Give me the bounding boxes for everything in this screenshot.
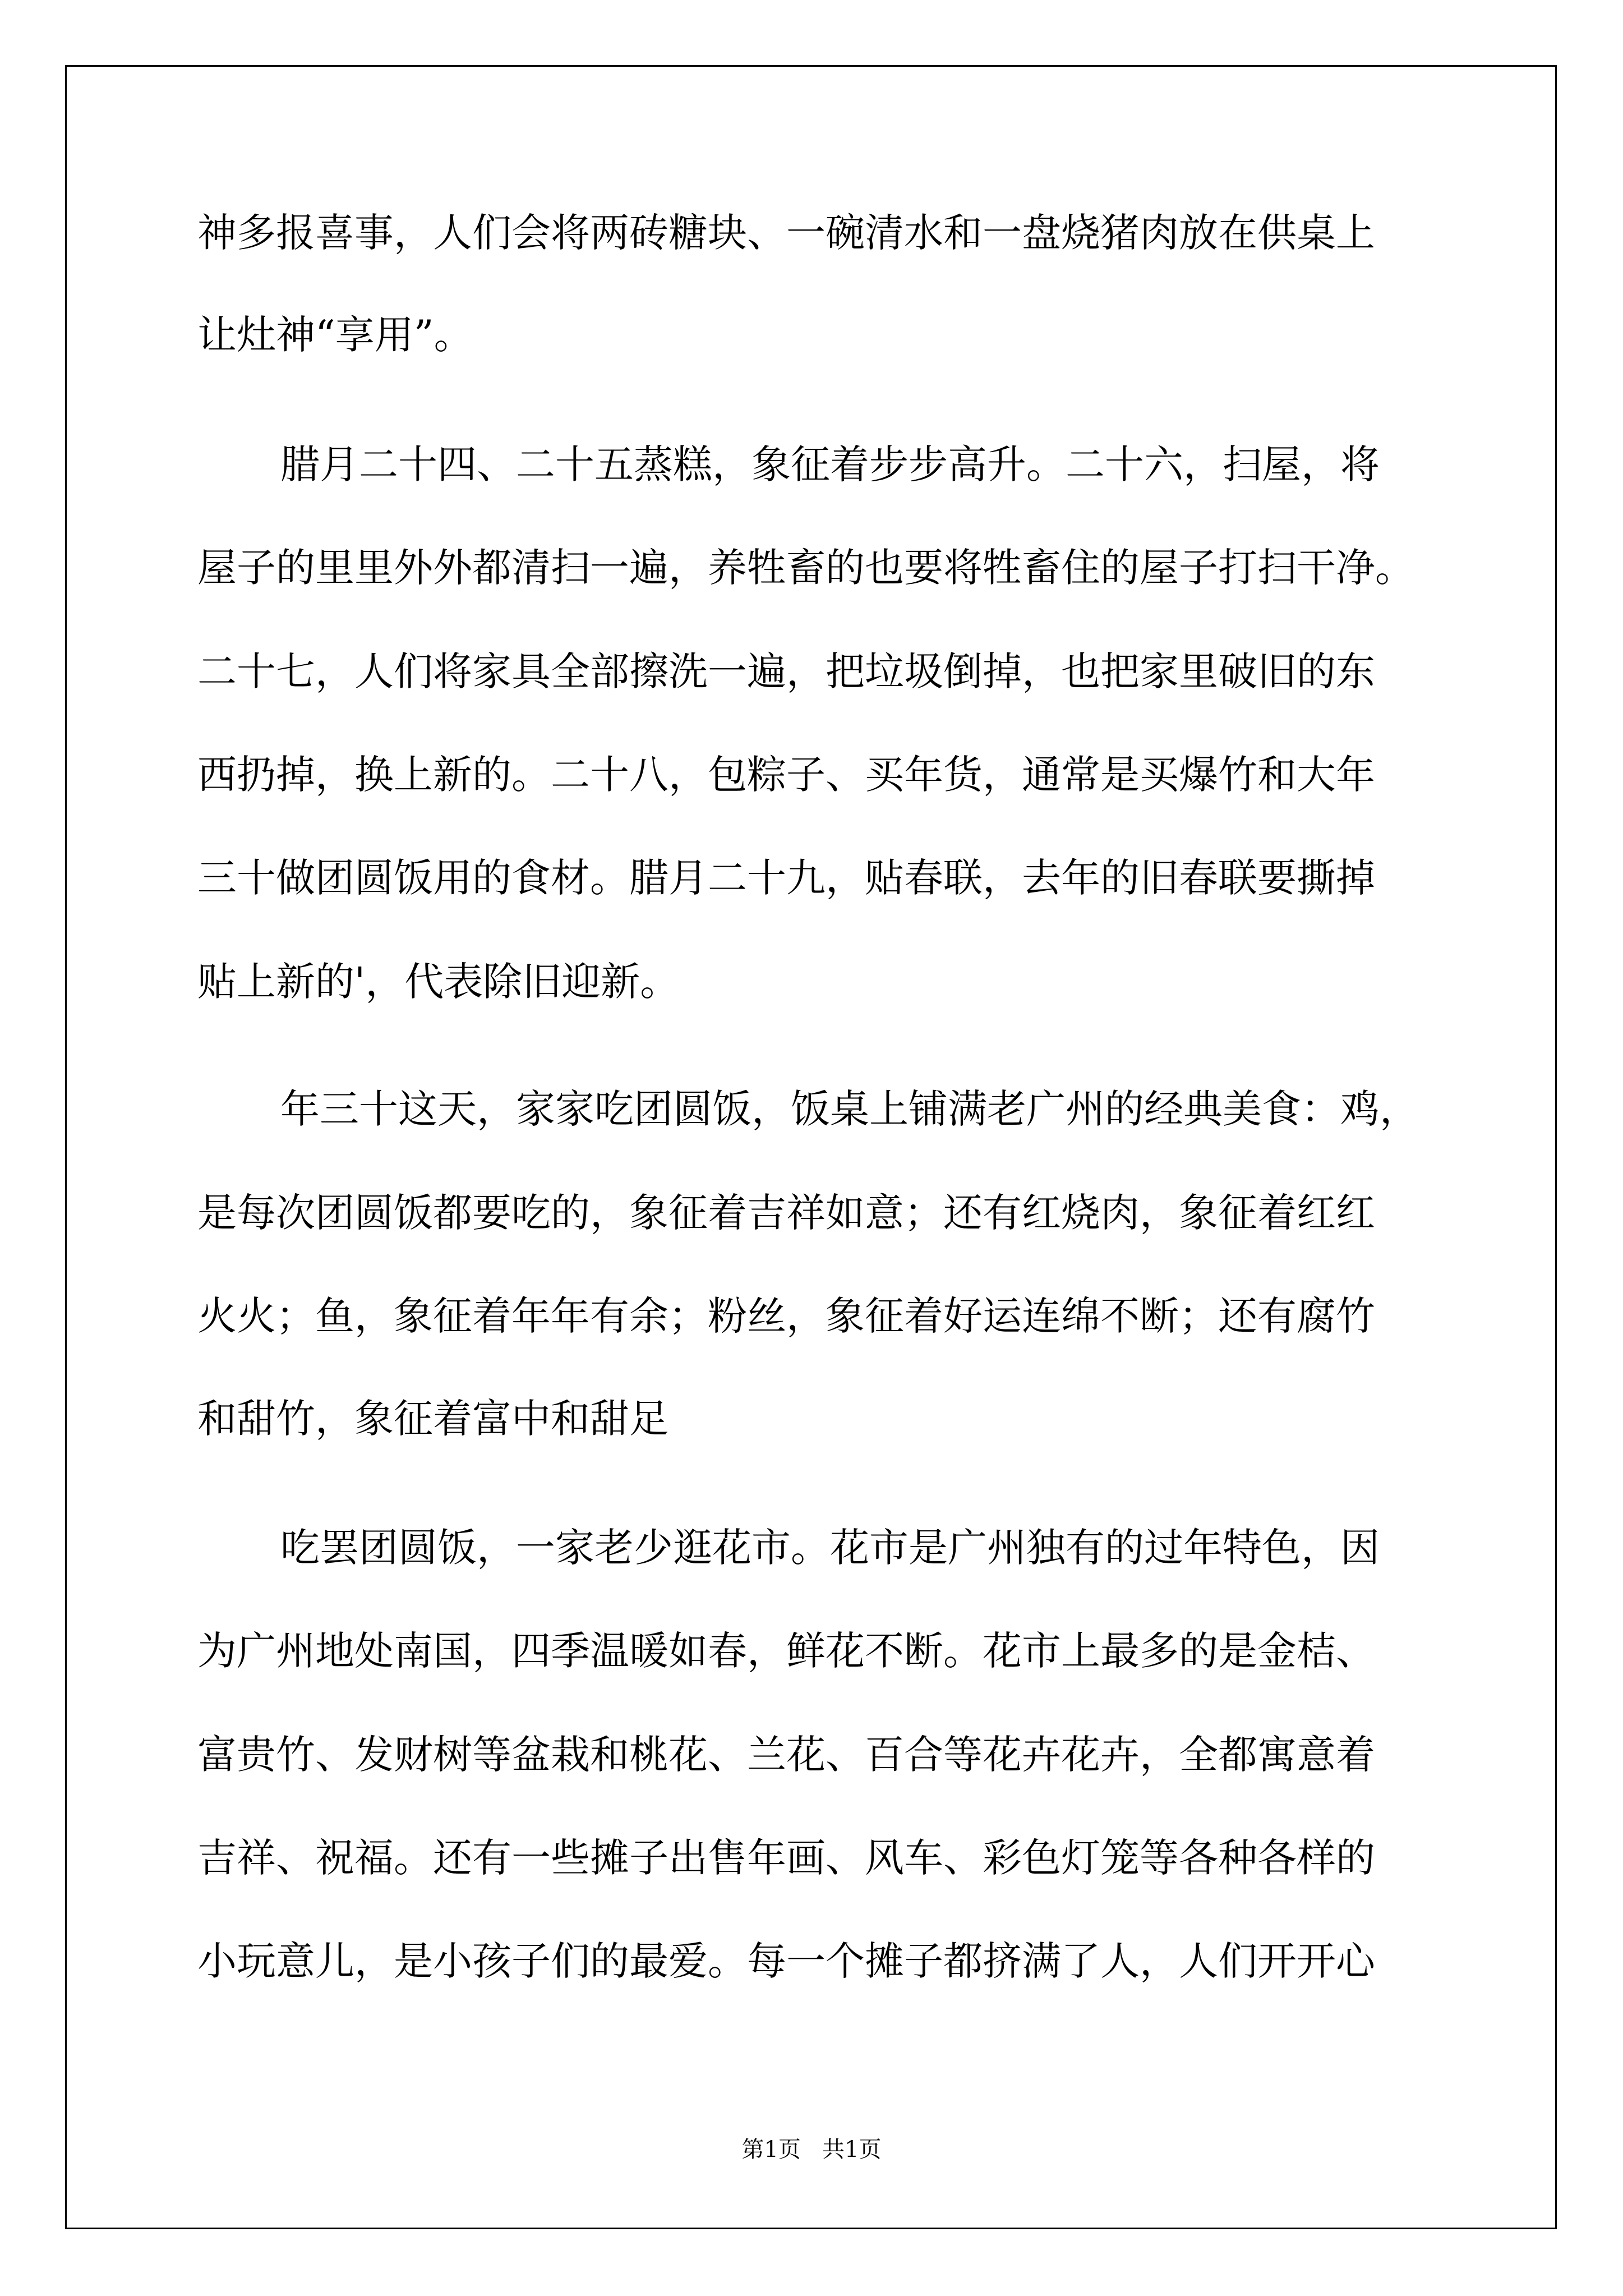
text-line: 让灶神“享用”。 xyxy=(197,312,473,358)
paragraph-start-line: 年三十这天，家家吃团圆饭，饭桌上铺满老广州的经典美食：鸡， xyxy=(280,1086,1419,1132)
text-line: 火火；鱼，象征着年年有余；粉丝，象征着好运连绵不断；还有腐竹 xyxy=(197,1293,1375,1339)
text-line: 富贵竹、发财树等盆栽和桃花、兰花、百合等花卉花卉，全都寓意着 xyxy=(197,1732,1375,1778)
text-line: 二十七，人们将家具全部擦洗一遍，把垃圾倒掉，也把家里破旧的东 xyxy=(197,648,1375,694)
text-line: 西扔掉，换上新的。二十八，包粽子、买年货，通常是买爆竹和大年 xyxy=(197,752,1375,798)
text-line: 小玩意儿，是小孩子们的最爱。每一个摊子都挤满了人，人们开开心 xyxy=(197,1938,1375,1984)
page-border xyxy=(65,65,1557,2229)
text-line: 吉祥、祝福。还有一些摊子出售年画、风车、彩色灯笼等各种各样的 xyxy=(197,1835,1375,1881)
paragraph-start-line: 腊月二十四、二十五蒸糕，象征着步步高升。二十六，扫屋，将 xyxy=(280,441,1380,487)
text-line: 为广州地处南国，四季温暖如春，鲜花不断。花市上最多的是金桔、 xyxy=(197,1628,1375,1674)
text-line: 和甜竹，象征着富中和甜足 xyxy=(197,1396,668,1442)
text-line: 贴上新的'，代表除旧迎新。 xyxy=(197,959,680,1005)
text-line: 屋子的里里外外都清扫一遍，养牲畜的也要将牲畜住的屋子打扫干净。 xyxy=(197,545,1414,591)
page-number-footer: 第1页 共1页 xyxy=(741,2137,882,2162)
text-line: 三十做团圆饭用的食材。腊月二十九，贴春联，去年的旧春联要撕掉 xyxy=(197,855,1375,901)
paragraph-start-line: 吃罢团圆饭，一家老少逛花市。花市是广州独有的过年特色，因 xyxy=(280,1525,1380,1571)
text-line: 神多报喜事，人们会将两砖糖块、一碗清水和一盘烧猪肉放在供桌上 xyxy=(197,210,1375,256)
text-line: 是每次团圆饭都要吃的，象征着吉祥如意；还有红烧肉，象征着红红 xyxy=(197,1190,1375,1236)
